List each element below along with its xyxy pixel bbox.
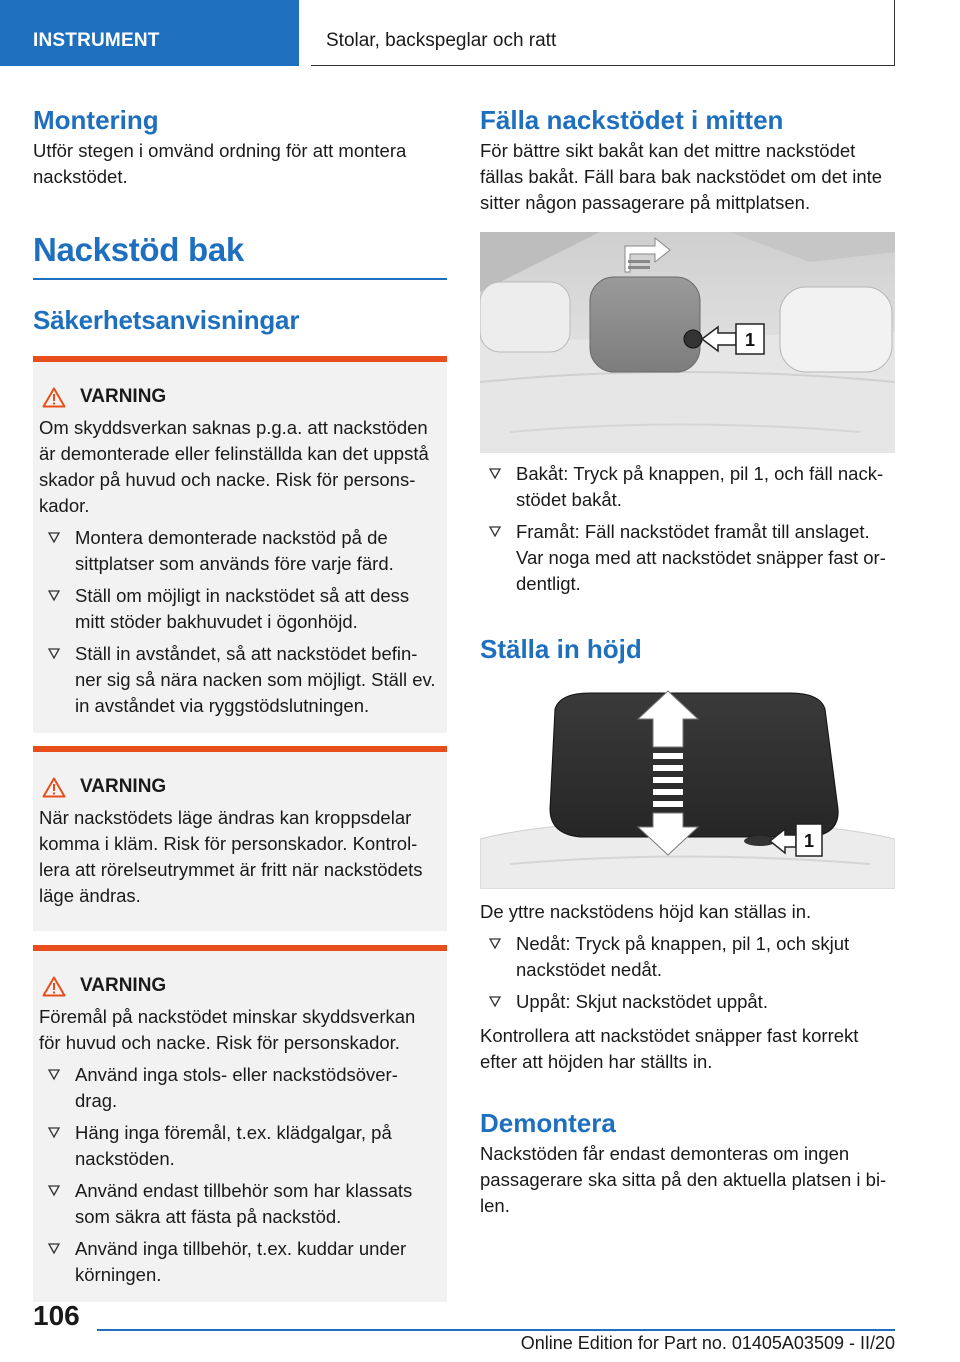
bullet-triangle-icon [47,1124,61,1142]
fold-text: För bättre sikt bakåt kan det mittre nackstödet fällas bakåt. Fäll bara bak nackstödet om det inte sitter någon passagerare på mittplatsen. [480,140,883,213]
warning-list [39,1062,439,1288]
edition-text: Online Edition for Part no. 01405A03509 - II/20 [520,1333,895,1353]
warning-box-1 [33,356,447,733]
right-column [480,100,895,1219]
warning-title: VARNING [39,384,439,410]
height-heading: Ställa in höjd [480,634,642,664]
section-label: INSTRUMENT [33,30,160,51]
remove-text: Nackstöden får endast demonteras om ingen passagerare ska sitta på den aktuella platsen i bi-len. [480,1143,887,1216]
callout-label: 1 [744,330,756,350]
montering-heading: Montering [33,105,159,135]
section-tab [0,0,299,66]
bullet-triangle-icon [47,1182,61,1200]
fold-heading: Fälla nackstödet i mitten [480,105,784,135]
heading-rule [33,278,447,280]
chapter-header [311,0,895,66]
height-list [480,931,895,1015]
height-after-text: Kontrollera att nackstödet snäpper fast korrekt efter att höjden har ställts in. [480,1025,859,1072]
headrest-height-illustration [480,689,895,889]
chapter-label: Stolar, backspeglar och ratt [326,30,557,51]
bullet-triangle-icon [47,529,61,547]
list-item: Framåt: Fäll nackstödet framåt till anslaget. Var noga med att nackstödet snäpper fast or-dentligt. [480,519,895,597]
warning-box-3 [33,945,447,1302]
bullet-triangle-icon [47,1066,61,1084]
height-text: De yttre nackstödens höjd kan ställas in. [480,901,812,922]
warning-box-2 [33,746,447,931]
list-item: Bakåt: Tryck på knappen, pil 1, och fäll nack-stödet bakåt. [480,461,895,513]
warning-title: VARNING [39,973,439,999]
warning-triangle-icon [42,976,66,997]
warning-title: VARNING [39,774,439,800]
left-column [33,100,447,1302]
bullet-triangle-icon [488,465,502,483]
bullet-triangle-icon [47,587,61,605]
list-item: Nedåt: Tryck på knappen, pil 1, och skjut nackstödet nedåt. [480,931,895,983]
callout-label: 1 [803,831,815,851]
bullet-triangle-icon [47,1240,61,1258]
list-item: Ställ in avståndet, så att nackstödet befin-ner sig så nära nacken som möjligt. Ställ ev. in avståndet via ryggstödslutningen. [39,641,439,719]
list-item: Ställ om möjligt in nackstödet så att dess mitt stöder bakhuvudet i ögonhöjd. [39,583,439,635]
bullet-triangle-icon [488,993,502,1011]
list-item: Använd endast tillbehör som har klassats som säkra att fästa på nackstöd. [39,1178,439,1230]
list-item: Häng inga föremål, t.ex. klädgalgar, på nackstöden. [39,1120,439,1172]
fold-list [480,461,895,597]
list-item: Montera demonterade nackstöd på de sittplatser som används före varje färd. [39,525,439,577]
main-heading: Nackstöd bak [33,231,244,268]
list-item: Uppåt: Skjut nackstödet uppåt. [480,989,895,1015]
headrest-height-figure [480,689,895,889]
bullet-triangle-icon [488,935,502,953]
montering-text: Utför stegen i omvänd ordning för att montera nackstödet. [33,140,407,187]
warning-text: Föremål på nackstödet minskar skyddsverkan för huvud och nacke. Risk för personskador. [39,1006,416,1053]
list-item: Använd inga tillbehör, t.ex. kuddar under körningen. [39,1236,439,1288]
warning-triangle-icon [42,387,66,408]
warning-text: Om skyddsverkan saknas p.g.a. att nackstöden är demonterade eller felinställda kan det uppstå skador på huvud och nacke. Risk för persons-kador. [39,417,429,516]
warning-list [39,525,439,719]
bullet-triangle-icon [488,523,502,541]
warning-triangle-icon [42,777,66,798]
rear-seat-illustration [480,232,895,453]
rear-headrest-figure [480,232,895,453]
page-number: 106 [33,1300,80,1331]
footer-rule [97,1329,895,1331]
remove-heading: Demontera [480,1108,616,1138]
warning-text: När nackstödets läge ändras kan kroppsdelar komma i kläm. Risk för personskador. Kontrol-lera att rörelseutrymmet är fritt när nackstödets läge ändras. [39,807,423,906]
safety-heading: Säkerhetsanvisningar [33,305,300,335]
bullet-triangle-icon [47,645,61,663]
list-item: Använd inga stols- eller nackstödsöver-drag. [39,1062,439,1114]
